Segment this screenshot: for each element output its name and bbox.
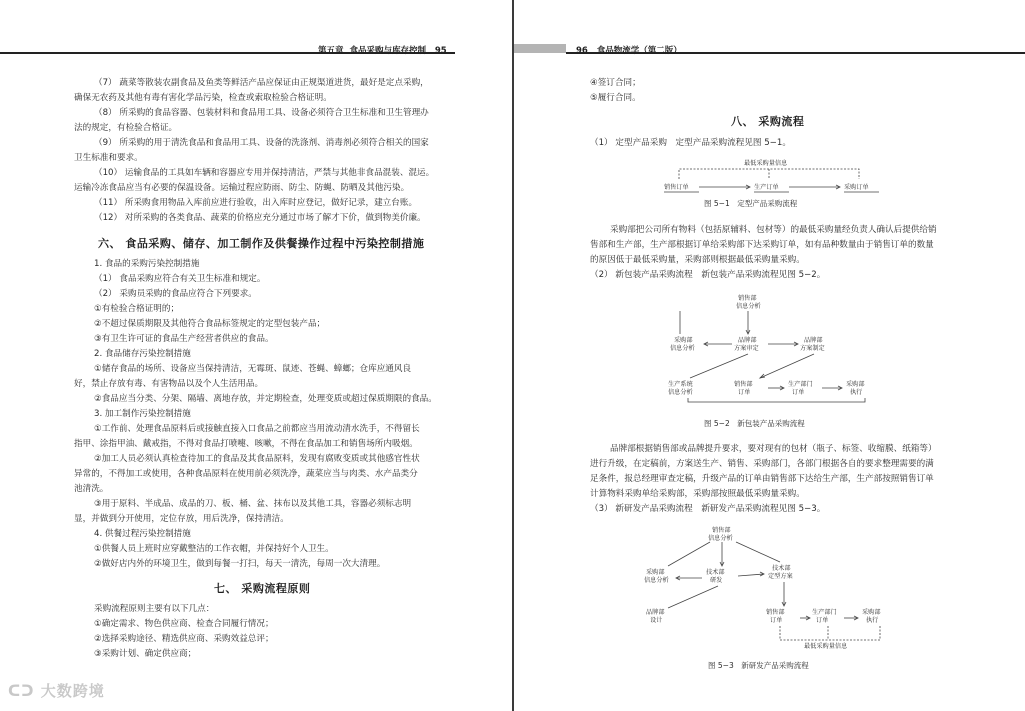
text-line: （3） 新研发产品采购流程 新研发产品采购流程见图 5−3。 [590,504,826,514]
fig3-node: 技术部 [706,569,725,576]
watermark-icon: ᑕᑐ [8,682,35,700]
fig2-node: 生产系统 [668,381,693,388]
fig2-node: 销售部 [734,381,753,388]
fig2-node: 销售部 [738,295,757,302]
text-line: ①供餐人员上班时应穿戴整洁的工作衣帽，并保持好个人卫生。 [94,544,334,554]
chapter-title: 食品采购与库存控制 [349,46,426,56]
text-line: （1） 食品采购应符合有关卫生标准和规定。 [94,274,266,284]
fig3-info-line [780,626,880,640]
fig2-node: 品牌部 [804,337,823,344]
text-line: 采购部把公司所有物料（包括原辅料、包材等）的最低采购量经负责人确认后提供给销 [610,225,937,235]
fig3-node: 技术部 [772,565,791,572]
fig3-node: 销售部 [766,609,785,616]
text-line: 指甲、涂指甲油、戴戒指，不得对食品打喷嚏、咳嗽，不得在食品加工和销售场所内吸烟。 [74,439,418,449]
watermark-logo [8,680,105,701]
text-line: 卫生标准和要求。 [74,153,143,163]
figure-caption: 图 5−3 新研发产品采购流程 [708,661,809,670]
text-line: ②食品应当分类、分架、隔墙、离地存放，并定期检查，处理变质或超过保质期限的食品。 [94,394,437,404]
text-line: ③有卫生许可证的食品生产经营者供应的食品。 [94,334,274,344]
book-title: 食品物流学（第二版） [596,46,682,56]
figure-caption: 图 5−2 新包装产品采购流程 [704,419,805,428]
text-line: （11） 所采购食用物品入库前应进行验收，出入库时应登记，做好记录，建立台账。 [94,198,418,208]
fig2-node: 信息分析 [668,389,693,396]
fig2-node: 方案审定 [734,345,759,352]
text-line: ②加工人员必须认真检查待加工的食品及其食品原料，发现有腐败变质或其他感官性状 [94,454,420,464]
text-line: 运输冷冻食品应当有必要的保温设备。运输过程应防雨、防尘、防蝇、防晒及其他污染。 [74,183,410,193]
text-line: （7） 蔬菜等散装农副食品及鱼类等鲜活产品应保证由正规渠道进货，最好是定点采购， [94,78,429,88]
text-line: ①确定需求、物色供应商、检查合同履行情况； [94,619,274,629]
chapter-label: 第五章 [318,46,344,56]
fig2-node: 执行 [850,389,863,396]
text-line: 好，禁止存放有毒、有害物品以及个人生活用品。 [74,379,264,389]
text-line: 4. 供餐过程污染控制措施 [94,529,191,539]
watermark-text: 大数跨境 [40,682,105,700]
fig2-arrow [760,354,814,378]
fig1-node: 生产订单 [754,184,779,191]
text-line: （2） 新包装产品采购流程 新包装产品采购流程见图 5−2。 [590,270,826,280]
text-line: 足条件，报总经理审查定稿，升级产品的订单由销售部下达给生产部，生产部按照销售订单 [590,474,934,484]
fig3-node: 生产部门 [812,609,837,616]
fig2-node: 采购部 [674,337,693,344]
text-line: 品牌部根据销售部或品牌提升要求，要对现有的包材（瓶子、标签、收缩膜、纸箱等） [610,444,937,454]
text-line: （12） 对所采购的各类食品、蔬菜的价格应充分通过市场了解才下价，做到物美价廉。 [94,213,426,223]
text-line: （2） 采购员采购的食品应符合下列要求。 [94,289,257,299]
fig3-arrow [668,542,710,566]
fig3-arrow [668,586,718,608]
text-line: ②做好店内外的环境卫生，做到每餐一打扫，每天一清洗，每周一次大清理。 [94,559,386,569]
fig3-node: 采购部 [646,569,665,576]
fig3-node: 订单 [816,617,829,624]
fig1-node: 采购订单 [844,184,869,191]
fig3-node: 研发 [710,577,723,584]
fig2-node: 订单 [792,389,805,396]
text-line: ②不超过保质期限及其他符合食品标签规定的定型包装产品； [94,319,326,329]
running-header [576,44,682,56]
figure-5-2 [660,288,890,406]
fig3-bottom-label: 最低采购量信息 [804,643,848,650]
fig2-arrow [690,354,748,378]
text-line: 异常的，不得加工或使用，各种食品原料在使用前必须洗净，蔬菜应当与肉类、水产品类分 [74,469,418,479]
text-line: 1. 食品的采购污染控制措施 [94,259,200,269]
text-line: 采购流程原则主要有以下几点： [94,604,215,614]
text-line: 3. 加工制作污染控制措施 [94,409,191,419]
text-line: 显，并做到分开使用，定位存放，用后洗净，保持清洁。 [74,514,289,524]
fig3-node: 执行 [866,617,879,624]
header-bar [514,44,566,53]
section-heading: 八、 采购流程 [731,115,805,128]
section-heading: 六、 食品采购、储存、加工制作及供餐操作过程中污染控制措施 [98,237,425,250]
fig2-node: 采购部 [846,381,865,388]
text-line: 确保无农药及其他有毒有害化学品污染，检查或索取检验合格证明。 [74,93,332,103]
text-line: （10） 运输食品的工具如车辆和容器应专用并保持清洁，严禁与其他非食品混装、混运。 [94,168,435,178]
figure-caption: 图 5−1 定型产品采购流程 [704,199,798,208]
fig1-top-label: 最低采购量信息 [744,160,788,167]
text-line: （8） 所采购的食品容器、包装材料和食品用工具、设备必须符合卫生标准和卫生管理办 [94,108,429,118]
text-line: ①有检验合格证明的； [94,304,180,314]
fig2-feedback-line [688,398,865,402]
fig2-node: 信息分析 [670,345,695,352]
right-page [514,0,1025,711]
figure-5-3 [640,522,900,654]
running-header [318,44,447,56]
text-line: 售部和生产部，生产部根据订单给采购部下达采购订单，如有品种数量由于销售订单的数量 [590,240,934,250]
left-page [0,0,512,711]
figure-5-1 [654,157,894,195]
fig2-node: 订单 [738,389,751,396]
fig3-node: 品牌部 [646,609,665,616]
text-line: ①工作前、处理食品原料后或接触直接入口食品之前都应当用流动清水洗手，不得留长 [94,424,420,434]
fig3-node: 采购部 [862,609,881,616]
fig3-node: 设计 [650,617,663,624]
fig2-node: 生产部门 [788,381,813,388]
text-line: ④签订合同； [590,78,641,88]
text-line: ①储存食品的场所、设备应当保持清洁，无霉斑、鼠迹、苍蝇、蟑螂；仓库应通风良 [94,364,412,374]
text-line: ③采购计划、确定供应商； [94,649,197,659]
text-line: ③用于原料、半成品、成品的刀、板、桶、盆、抹布以及其他工具，容器必须标志明 [94,499,412,509]
fig3-node: 订单 [770,617,783,624]
text-line: 池清洗。 [74,484,109,494]
text-line: （1） 定型产品采购 定型产品采购流程见图 5−1。 [590,138,791,148]
fig2-node: 品牌部 [738,337,757,344]
fig3-arrow [736,542,780,562]
text-line: 进行升级，在定稿前，方案送生产、销售、采购部门，各部门根据各自的要求整理需要的满 [590,459,934,469]
fig3-node: 销售部 [712,527,731,534]
fig3-node: 定型方案 [768,573,793,580]
text-line: 计算物料采购单给采购部，采购部按照最低采购量采购。 [590,489,805,499]
page-number: 95 [434,46,447,56]
fig3-node: 信息分析 [708,535,733,542]
text-line: 的原因低于最低采购量，采购部则根据最低采购量采购。 [590,255,805,265]
fig3-node: 信息分析 [644,577,669,584]
fig2-node: 信息分析 [736,303,761,310]
page-number: 96 [576,46,588,56]
section-heading: 七、 采购流程原则 [214,582,311,595]
text-line: 2. 食品储存污染控制措施 [94,349,191,359]
fig2-node: 方案制定 [800,345,825,352]
fig1-node: 销售订单 [664,184,689,191]
text-line: ②选择采购途径、精选供应商、采购效益总评； [94,634,274,644]
text-line: 法的规定，有检验合格证。 [74,123,178,133]
text-line: （9） 所采购的用于清洗食品和食品用工具、设备的洗涤剂、消毒剂必须符合相关的国家 [94,138,429,148]
text-line: ⑤履行合同。 [590,93,641,103]
